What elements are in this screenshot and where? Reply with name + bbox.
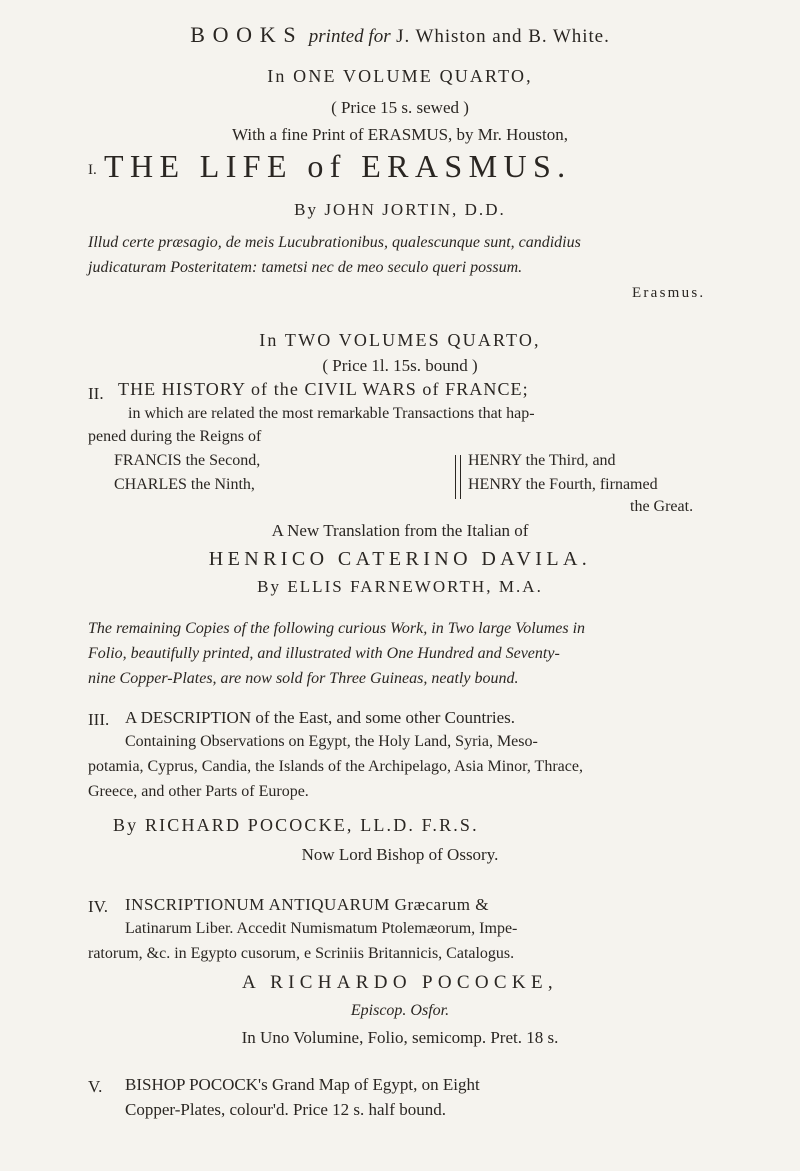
- item4-text-1: INSCRIPTIONUM ANTIQUARUM Græcarum &: [125, 895, 489, 914]
- item2-title-3: pened during the Reigns of: [88, 428, 262, 445]
- item3-text-3: potamia, Cyprus, Candia, the Islands of the Archipelago, Asia Minor, Thrace,: [88, 758, 583, 775]
- item1-author: By JOHN JORTIN, D.D.: [294, 200, 506, 219]
- item3-author-2: Now Lord Bishop of Ossory.: [301, 845, 499, 864]
- item5-number: V.: [88, 1077, 103, 1096]
- item2-translation: A New Translation from the Italian of: [271, 521, 529, 540]
- item1-title: THE LIFE of ERASMUS.: [104, 148, 572, 184]
- item5-text-1: BISHOP POCOCK's Grand Map of Egypt, on Eight: [125, 1075, 480, 1094]
- header-books: BOOKS: [190, 22, 304, 47]
- item2-reign-right-1: HENRY the Third, and: [468, 452, 616, 469]
- item2-number: II.: [88, 384, 104, 403]
- item1-print-line: With a fine Print of ERASMUS, by Mr. Houston,: [231, 125, 568, 144]
- item2-reign-left-2: CHARLES the Ninth,: [114, 476, 255, 493]
- item3-text-1: A DESCRIPTION of the East, and some other Countries.: [125, 708, 516, 727]
- item3-text-2: Containing Observations on Egypt, the Holy Land, Syria, Meso-: [125, 733, 538, 750]
- item5-text-2: Copper-Plates, colour'd. Price 12 s. half bound.: [125, 1100, 446, 1119]
- item3-author: By RICHARD POCOCKE, LL.D. F.R.S.: [113, 815, 479, 835]
- item4-author-2: Episcop. Osfor.: [350, 1002, 450, 1019]
- item3-number: III.: [88, 710, 110, 729]
- item2-note-1: The remaining Copies of the following curious Work, in Two large Volumes in: [88, 620, 586, 637]
- item4-text-3: ratorum, &c. in Egypto cusorum, e Scriniis Britannicis, Catalogus.: [88, 945, 515, 962]
- item2-reign-right-2: HENRY the Fourth, firnamed: [468, 476, 658, 493]
- item2-volume: In TWO VOLUMES QUARTO,: [259, 330, 541, 350]
- item2-price: ( Price 1l. 15s. bound ): [322, 356, 478, 375]
- header-printers: J. Whiston and B. White.: [396, 26, 610, 47]
- item4-author: A RICHARDO POCOCKE,: [242, 972, 558, 993]
- item1-price: ( Price 15 s. sewed ): [331, 98, 469, 117]
- item2-translator: By ELLIS FARNEWORTH, M.A.: [257, 577, 543, 596]
- reign-divider: [455, 455, 461, 499]
- item1-quote-1: Illud certe præsagio, de meis Lucubrationibus, qualescunque sunt, candidius: [88, 234, 581, 251]
- header-printed-for: printed for: [308, 26, 391, 47]
- item1-quote-attribution: Erasmus.: [632, 285, 706, 301]
- item2-reign-right-3: the Great.: [630, 498, 694, 515]
- item2-note-3: nine Copper-Plates, are now sold for Three Guineas, neatly bound.: [88, 670, 519, 687]
- item2-title-1: THE HISTORY of the CIVIL WARS of FRANCE;: [118, 379, 529, 399]
- item2-reign-left-1: FRANCIS the Second,: [114, 452, 261, 469]
- item4-text-2: Latinarum Liber. Accedit Numismatum Ptolemæorum, Impe-: [125, 920, 518, 937]
- item1-number: I.: [88, 162, 97, 178]
- item4-format: In Uno Volumine, Folio, semicomp. Pret. 18 s.: [241, 1028, 559, 1047]
- item2-title-2: in which are related the most remarkable Transactions that hap-: [128, 405, 535, 422]
- item1-quote-2: judicaturam Posteritatem: tametsi nec de meo seculo queri possum.: [88, 259, 523, 276]
- item4-number: IV.: [88, 897, 108, 916]
- item3-text-4: Greece, and other Parts of Europe.: [88, 783, 309, 800]
- page-header: [0, 22, 800, 48]
- item2-author: HENRICO CATERINO DAVILA.: [208, 548, 592, 570]
- item2-note-2: Folio, beautifully printed, and illustrated with One Hundred and Seventy-: [88, 645, 560, 662]
- item1-volume: In ONE VOLUME QUARTO,: [267, 66, 533, 86]
